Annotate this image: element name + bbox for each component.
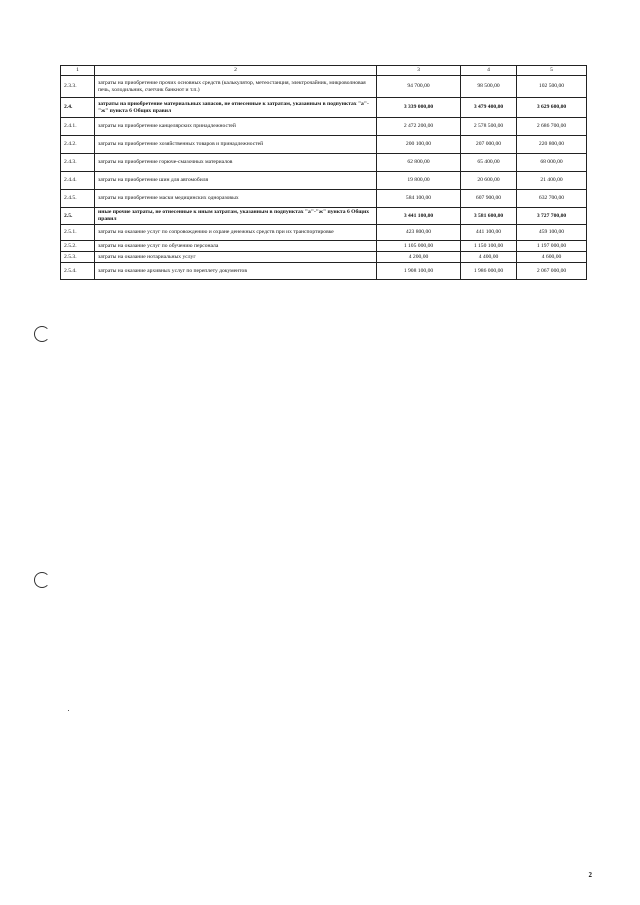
- row-value-col5-cell: 4 600,00: [517, 252, 587, 263]
- row-value-col3-cell: 62 800,00: [377, 154, 461, 172]
- row-value-col5-cell: 21 400,00: [517, 172, 587, 190]
- scan-speck: [68, 710, 69, 711]
- row-value-col4-cell: 207 000,00: [461, 136, 517, 154]
- row-value-col3-cell: 584 100,00: [377, 190, 461, 208]
- table-row: [61, 208, 587, 225]
- page-number: 2: [588, 871, 592, 879]
- row-value-col3-cell: 19 800,00: [377, 172, 461, 190]
- table-body: [61, 76, 587, 280]
- row-value-col5-cell: 1 197 000,00: [517, 241, 587, 252]
- row-value-col3-cell: 4 200,00: [377, 252, 461, 263]
- punch-hole-mark: [34, 326, 50, 342]
- row-number-cell: 2.4.5.: [61, 190, 95, 208]
- table-row: [61, 98, 587, 118]
- row-number-cell: 2.4.1.: [61, 118, 95, 136]
- row-description-cell: затраты на оказание услуг по обучению персонала: [95, 241, 377, 252]
- row-number-cell: 2.3.3.: [61, 76, 95, 98]
- row-value-col4-cell: 98 500,00: [461, 76, 517, 98]
- row-value-col4-cell: 1 150 100,00: [461, 241, 517, 252]
- table-row: [61, 252, 587, 263]
- column-header: 3: [377, 66, 461, 76]
- row-value-col5-cell: 220 800,00: [517, 136, 587, 154]
- row-value-col3-cell: 1 908 100,00: [377, 263, 461, 280]
- row-value-col5-cell: 459 100,00: [517, 225, 587, 241]
- row-number-cell: 2.5.3.: [61, 252, 95, 263]
- row-number-cell: 2.4.4.: [61, 172, 95, 190]
- row-value-col4-cell: 3 479 400,00: [461, 98, 517, 118]
- row-value-col4-cell: 1 986 000,00: [461, 263, 517, 280]
- row-value-col5-cell: 3 727 700,00: [517, 208, 587, 225]
- row-value-col3-cell: 423 800,00: [377, 225, 461, 241]
- table-row: [61, 225, 587, 241]
- row-value-col4-cell: 20 600,00: [461, 172, 517, 190]
- table-header-row: [61, 66, 587, 76]
- row-value-col3-cell: 200 100,00: [377, 136, 461, 154]
- row-value-col4-cell: 607 900,00: [461, 190, 517, 208]
- row-description-cell: затраты на приобретение горюче-смазочных материалов: [95, 154, 377, 172]
- row-number-cell: 2.5.: [61, 208, 95, 225]
- column-header: 5: [517, 66, 587, 76]
- column-header: 2: [95, 66, 377, 76]
- row-value-col5-cell: 2 067 000,00: [517, 263, 587, 280]
- row-value-col5-cell: 2 686 700,00: [517, 118, 587, 136]
- row-description-cell: затраты на приобретение материальных запасов, не отнесенные к затратам, указанным в подпунктах "а"-"ж" пункта 6 Общих правил: [95, 98, 377, 118]
- row-description-cell: затраты на оказание нотариальных услуг: [95, 252, 377, 263]
- row-value-col4-cell: 65 400,00: [461, 154, 517, 172]
- row-value-col4-cell: 3 581 600,00: [461, 208, 517, 225]
- table-row: [61, 172, 587, 190]
- row-value-col3-cell: 3 339 000,00: [377, 98, 461, 118]
- row-value-col4-cell: 441 100,00: [461, 225, 517, 241]
- row-value-col5-cell: 102 500,00: [517, 76, 587, 98]
- row-number-cell: 2.5.1.: [61, 225, 95, 241]
- row-description-cell: затраты на приобретение хозяйственных товаров и принадлежностей: [95, 136, 377, 154]
- row-value-col4-cell: 4 400,00: [461, 252, 517, 263]
- column-header: 1: [61, 66, 95, 76]
- row-value-col4-cell: 2 578 500,00: [461, 118, 517, 136]
- row-value-col3-cell: 94 700,00: [377, 76, 461, 98]
- row-number-cell: 2.4.3.: [61, 154, 95, 172]
- row-value-col3-cell: 3 441 100,00: [377, 208, 461, 225]
- row-description-cell: затраты на оказание архивных услуг по переплету документов: [95, 263, 377, 280]
- table-row: [61, 136, 587, 154]
- row-description-cell: иные прочие затраты, не отнесенные к иным затратам, указанным в подпунктах "а"-"ж" пункта 6 Общих правил: [95, 208, 377, 225]
- table-row: [61, 241, 587, 252]
- row-number-cell: 2.4.: [61, 98, 95, 118]
- table-row: [61, 76, 587, 98]
- punch-hole-mark: [34, 572, 50, 588]
- row-number-cell: 2.5.2.: [61, 241, 95, 252]
- row-number-cell: 2.4.2.: [61, 136, 95, 154]
- column-header: 4: [461, 66, 517, 76]
- table-row: [61, 118, 587, 136]
- row-value-col3-cell: 2 472 200,00: [377, 118, 461, 136]
- row-description-cell: затраты на приобретение канцелярских принадлежностей: [95, 118, 377, 136]
- row-description-cell: затраты на приобретение прочих основных средств (калькулятор, метеостанция, электрочайник, микроволновая печь, холодильник, счетчик банкнот и т.п.): [95, 76, 377, 98]
- row-description-cell: затраты на приобретение маски медицинских одноразовых: [95, 190, 377, 208]
- table-row: [61, 190, 587, 208]
- row-value-col5-cell: 632 700,00: [517, 190, 587, 208]
- row-number-cell: 2.5.4.: [61, 263, 95, 280]
- row-value-col5-cell: 68 000,00: [517, 154, 587, 172]
- row-description-cell: затраты на приобретение шин для автомобиля: [95, 172, 377, 190]
- row-description-cell: затраты на оказание услуг по сопровождению и охране денежных средств при их транспортировке: [95, 225, 377, 241]
- row-value-col3-cell: 1 105 000,00: [377, 241, 461, 252]
- row-value-col5-cell: 3 629 600,00: [517, 98, 587, 118]
- table-row: [61, 263, 587, 280]
- table-row: [61, 154, 587, 172]
- budget-table: [60, 65, 587, 280]
